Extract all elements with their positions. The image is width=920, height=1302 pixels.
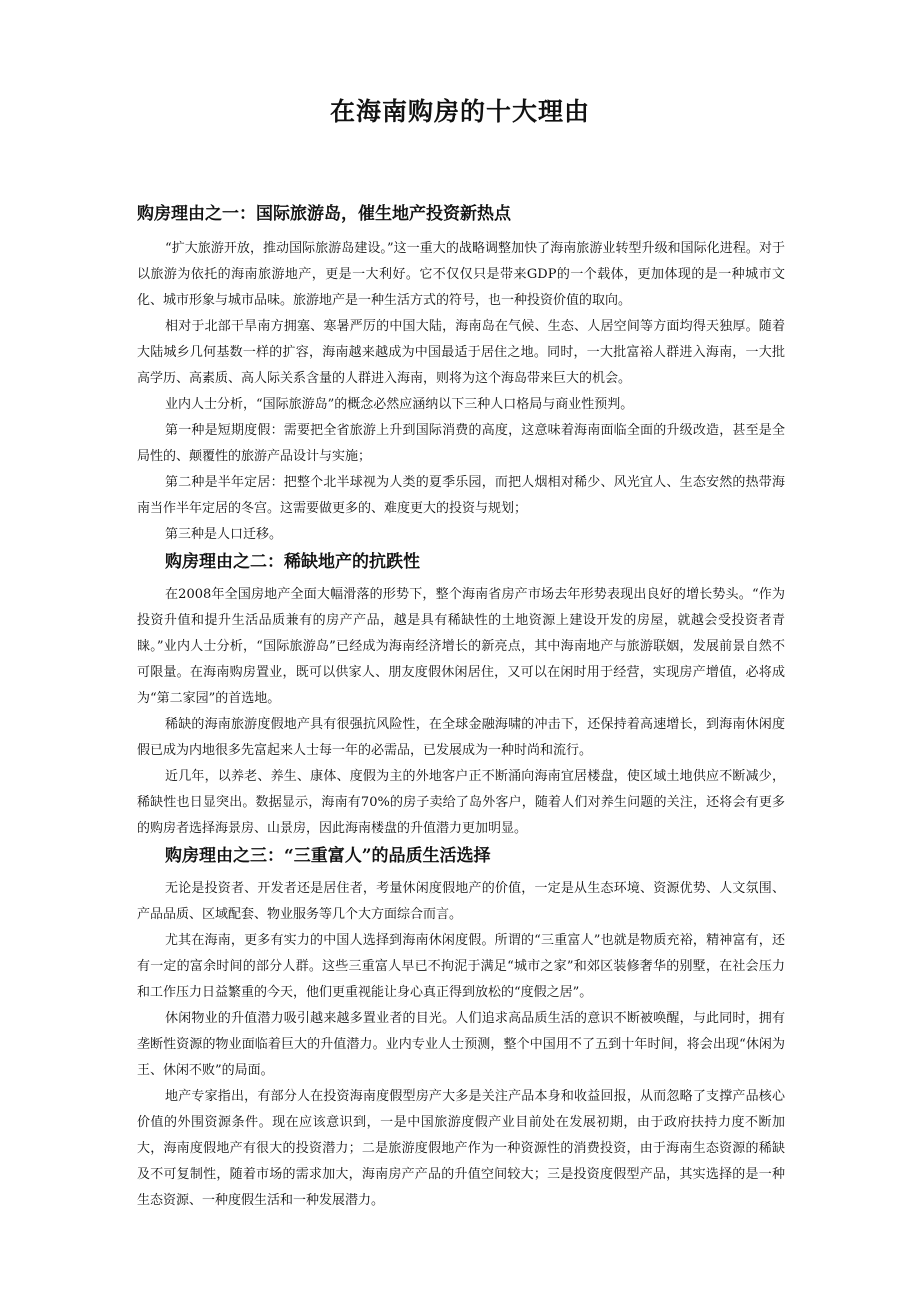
paragraph: 第一种是短期度假：需要把全省旅游上升到国际消费的高度，这意味着海南面临全面的升级改造，甚至是全局性的、颠覆性的旅游产品设计与实施； bbox=[137, 423, 785, 464]
section-2 bbox=[137, 548, 785, 842]
paragraph: 第二种是半年定居：把整个北半球视为人类的夏季乐园，而把人烟相对稀少、风光宜人、生态安然的热带海南当作半年定居的冬宫。这需要做更多的、难度更大的投资与规划； bbox=[137, 475, 785, 516]
section-heading: 购房理由之二：稀缺地产的抗跌性 bbox=[165, 552, 420, 572]
paragraph: “扩大旅游开放，推动国际旅游岛建设。”这一重大的战略调整加快了海南旅游业转型升级和国际化进程。对于以旅游为依托的海南旅游地产，更是一大利好。它不仅仅只是带来GDP的一个载体，更加体现的是一种城市文化、城市形象与城市品味。旅游地产是一种生活方式的符号，也一种投资价值的取向。 bbox=[137, 241, 785, 308]
paragraph: 休闲物业的升值潜力吸引越来越多置业者的目光。人们追求高品质生活的意识不断被唤醒，与此同时，拥有垄断性资源的物业面临着巨大的升值潜力。业内专业人士预测，整个中国用不了五到十年时间，将会出现“休闲为王、休闲不败”的局面。 bbox=[137, 1011, 785, 1078]
paragraph: 在2008年全国房地产全面大幅滑落的形势下，整个海南省房产市场去年形势表现出良好的增长势头。“作为投资升值和提升生活品质兼有的房产产品，越是具有稀缺性的土地资源上建设开发的房屋，就越会受投资者青睐。”业内人士分析，“国际旅游岛”已经成为海南经济增长的新亮点，其中海南地产与旅游联姻，发展前景自然不可限量。在海南购房置业，既可以供家人、朋友度假休闲居住，又可以在闲时用于经营，实现房产增值，必将成为“第二家园”的首选地。 bbox=[137, 587, 785, 706]
section-1 bbox=[137, 200, 785, 548]
section-heading: 购房理由之三：“三重富人”的品质生活选择 bbox=[165, 846, 491, 866]
paragraph: 地产专家指出，有部分人在投资海南度假型房产大多是关注产品本身和收益回报，从而忽略了支撑产品核心价值的外围资源条件。现在应该意识到，一是中国旅游度假产业目前处在发展初期，由于政府扶持力度不断加大，海南度假地产有很大的投资潜力；二是旅游度假地产作为一种资源性的消费投资，由于海南生态资源的稀缺及不可复制性，随着市场的需求加大，海南房产产品的升值空间较大；三是投资度假型产品，其实选择的是一种生态资源、一种度假生活和一种发展潜力。 bbox=[137, 1089, 785, 1208]
paragraph: 相对于北部干旱南方拥塞、寒暑严厉的中国大陆，海南岛在气候、生态、人居空间等方面均得天独厚。随着大陆城乡几何基数一样的扩容，海南越来越成为中国最适于居住之地。同时，一大批富裕人群进入海南，一大批高学历、高素质、高人际关系含量的人群进入海南，则将为这个海岛带来巨大的机会。 bbox=[137, 319, 785, 386]
paragraph: 近几年，以养老、养生、康体、度假为主的外地客户正不断涌向海南宜居楼盘，使区域土地供应不断减少，稀缺性也日显突出。数据显示，海南有70%的房子卖给了岛外客户，随着人们对养生问题的关注，还将会有更多的购房者选择海景房、山景房，因此海南楼盘的升值潜力更加明显。 bbox=[137, 769, 785, 836]
paragraph: 无论是投资者、开发者还是居住者，考量休闲度假地产的价值，一定是从生态环境、资源优势、人文氛围、产品品质、区域配套、物业服务等几个大方面综合而言。 bbox=[137, 881, 785, 922]
section-heading: 购房理由之一：国际旅游岛，催生地产投资新热点 bbox=[137, 204, 511, 224]
paragraph: 尤其在海南，更多有实力的中国人选择到海南休闲度假。所谓的“三重富人”也就是物质充裕，精神富有，还有一定的富余时间的部分人群。这些三重富人早已不拘泥于满足“城市之家”和郊区装修奢华的别墅，在社会压力和工作压力日益繁重的今天，他们更重视能让身心真正得到放松的“度假之居”。 bbox=[137, 933, 785, 1000]
paragraph: 第三种是人口迁移。 bbox=[165, 527, 283, 542]
section-3 bbox=[137, 842, 785, 1214]
paragraph: 业内人士分析，“国际旅游岛”的概念必然应涵纳以下三种人口格局与商业性预判。 bbox=[165, 397, 634, 412]
document-body bbox=[137, 200, 785, 1214]
paragraph: 稀缺的海南旅游度假地产具有很强抗风险性，在全球金融海啸的冲击下，还保持着高速增长，到海南休闲度假已成为内地很多先富起来人士每一年的必需品，已发展成为一种时尚和流行。 bbox=[137, 717, 785, 758]
document-title: 在海南购房的十大理由 bbox=[329, 97, 590, 126]
